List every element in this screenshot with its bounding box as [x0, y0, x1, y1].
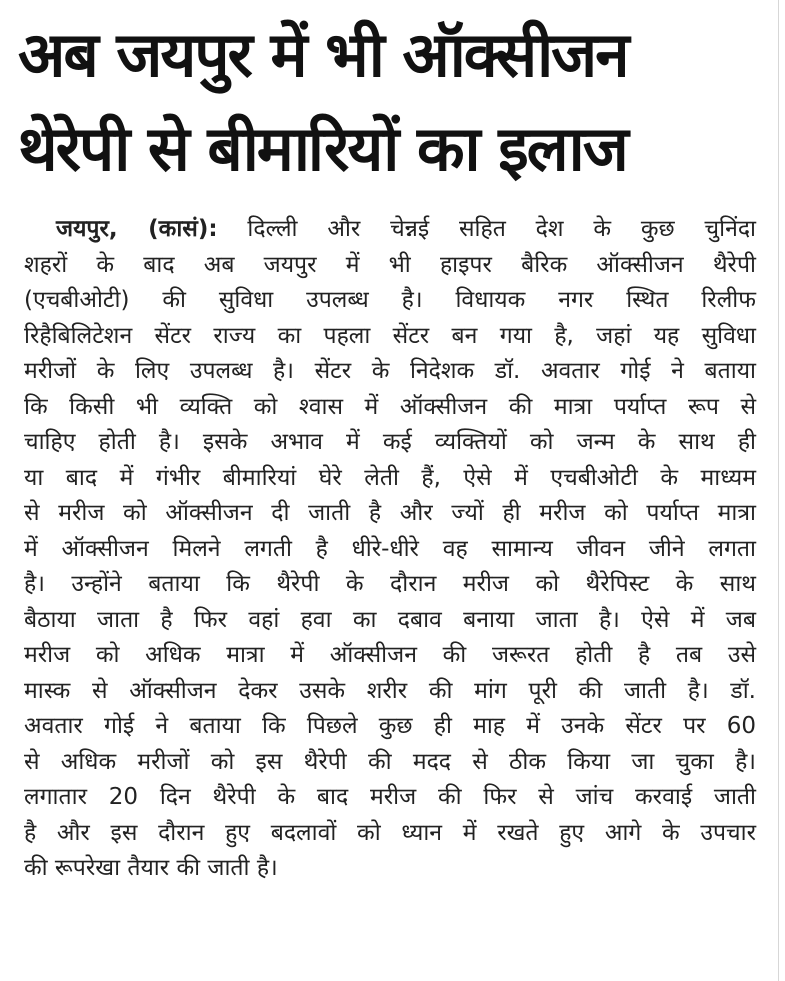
- column-divider: [778, 0, 779, 981]
- dateline: जयपुर, (कासं):: [56, 216, 218, 242]
- article-line: अवतार गोई ने बताया कि पिछले कुछ ही माह में उनके सेंटर पर 60: [24, 713, 756, 739]
- article-line: कि किसी भी व्यक्ति को श्वास में ऑक्सीजन की मात्रा पर्याप्त रूप से: [24, 393, 756, 420]
- article-line: लगातार 20 दिन थैरेपी के बाद मरीज की फिर से जांच करवाई जाती: [24, 784, 756, 810]
- article-line: मरीजों के लिए उपलब्ध है। सेंटर के निदेशक डॉ. अवतार गोई ने बताया: [24, 358, 756, 384]
- article-line: (एचबीओटी) की सुविधा उपलब्ध है। विधायक नगर स्थित रिलीफ: [24, 287, 756, 313]
- article-line: मास्क से ऑक्सीजन देकर उसके शरीर की मांग पूरी की जाती है। डॉ.: [24, 677, 756, 704]
- article-line: या बाद में गंभीर बीमारियां घेरे लेती हैं, ऐसे में एचबीओटी के माध्यम: [24, 464, 756, 491]
- article-body: [24, 212, 756, 887]
- headline-line-1: अब जयपुर में भी ऑक्सीजन: [18, 18, 628, 91]
- article-line: [24, 212, 756, 248]
- article-line: से अधिक मरीजों को इस थैरेपी की मदद से ठीक किया जा चुका है।: [24, 748, 756, 775]
- article-line-text: दिल्ली और चेन्नई सहित देश के कुछ चुनिंदा: [217, 216, 757, 242]
- article-line: मरीज को अधिक मात्रा में ऑक्सीजन की जरूरत होती है तब उसे: [24, 642, 756, 668]
- article-line: शहरों के बाद अब जयपुर में भी हाइपर बैरिक ऑक्सीजन थैरेपी: [24, 251, 756, 278]
- article-line: में ऑक्सीजन मिलने लगती है धीरे-धीरे वह सामान्य जीवन जीने लगता: [24, 535, 756, 562]
- article-line: है। उन्होंने बताया कि थैरेपी के दौरान मरीज को थैरेपिस्ट के साथ: [24, 571, 756, 597]
- article-line: बैठाया जाता है फिर वहां हवा का दबाव बनाया जाता है। ऐसे में जब: [24, 606, 756, 633]
- article-line: की रूपरेखा तैयार की जाती है।: [24, 855, 278, 881]
- headline: [18, 8, 768, 196]
- article-line: से मरीज को ऑक्सीजन दी जाती है और ज्यों ही मरीज को पर्याप्त मात्रा: [24, 500, 756, 526]
- headline-line-2: थेरेपी से बीमारियों का इलाज: [18, 112, 627, 185]
- article-line: है और इस दौरान हुए बदलावों को ध्यान में रखते हुए आगे के उपचार: [24, 819, 756, 846]
- article-line: रिहैबिलिटेशन सेंटर राज्य का पहला सेंटर बन गया है, जहां यह सुविधा: [24, 322, 756, 349]
- article-line: चाहिए होती है। इसके अभाव में कई व्यक्तियों को जन्म के साथ ही: [24, 429, 756, 455]
